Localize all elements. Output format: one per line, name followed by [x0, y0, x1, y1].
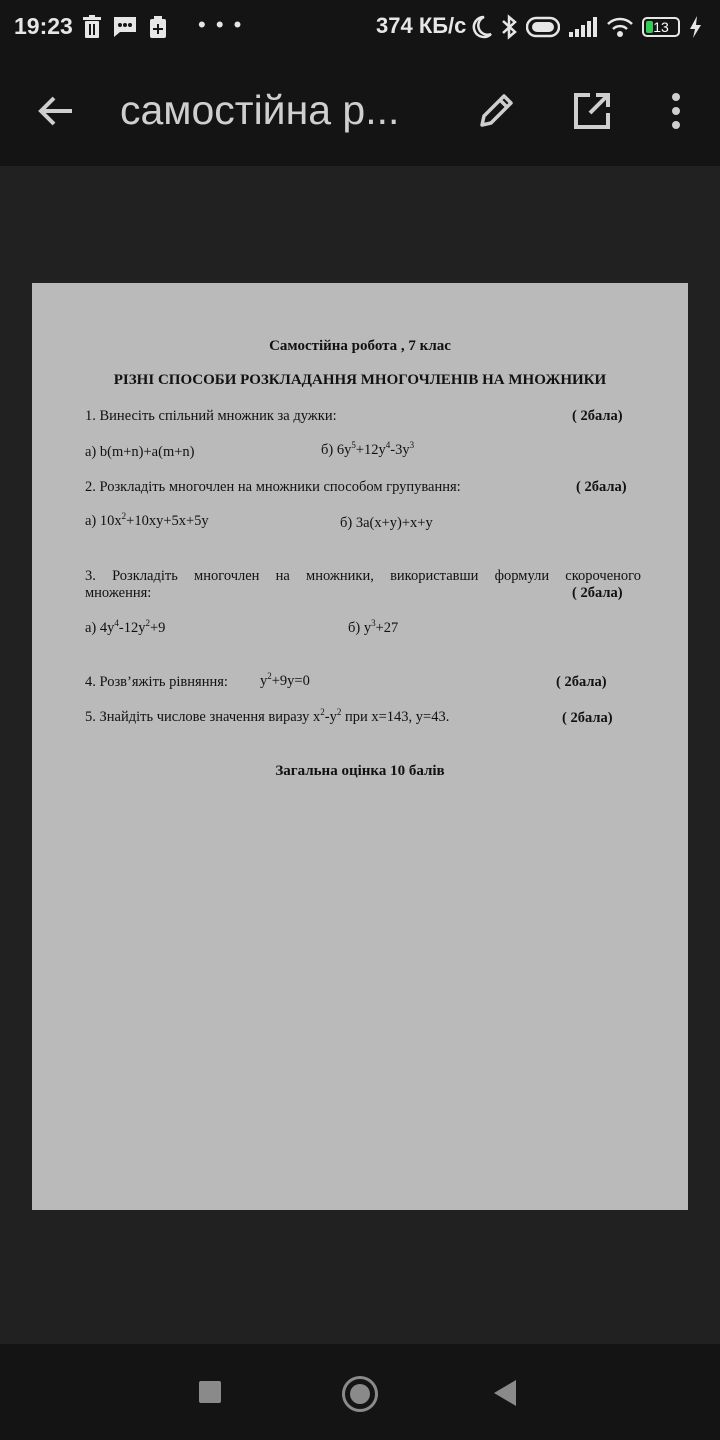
- task-3a: а) $4y^4-12y^2+9$: [85, 618, 166, 636]
- notification-icons: [82, 12, 168, 42]
- total-score: Загальна оцінка 10 балів: [275, 763, 445, 779]
- nav-back-button[interactable]: [494, 1380, 516, 1406]
- system-icons: [470, 12, 702, 42]
- more-vert-icon[interactable]: [656, 89, 696, 133]
- task-2b: б) 3a(x+y)+x+y: [340, 515, 433, 531]
- task-3b: б) $y^3+27$: [348, 618, 399, 636]
- document-title: самостійна р...: [120, 87, 400, 133]
- trash-icon: [82, 15, 102, 39]
- document-viewer[interactable]: [0, 166, 720, 1344]
- task-1a: а) b(m+n)+a(m+n): [85, 444, 195, 460]
- task-2a: а) $10x^2+10xy+5x+5y$: [85, 511, 209, 529]
- home-button[interactable]: [342, 1376, 378, 1412]
- wifi-icon: [606, 16, 634, 38]
- task-4-equation: $y^2+9y=0$: [260, 671, 310, 689]
- toggle-icon: [526, 16, 560, 38]
- battery-level: 13: [653, 19, 669, 35]
- recent-apps-button[interactable]: [199, 1381, 221, 1403]
- back-arrow-icon[interactable]: [34, 89, 78, 133]
- task-1-points: ( 2бала): [572, 408, 623, 424]
- network-speed: 374 КБ/с: [376, 13, 467, 38]
- task-5-text: 5. Знайдіть числове значення виразу $x^2-y^2$ при x=143, y=43.: [85, 707, 450, 725]
- battery-indicator: [642, 17, 680, 37]
- task-2-points: ( 2бала): [576, 479, 627, 495]
- doc-heading: Самостійна робота , 7 клас: [269, 338, 451, 354]
- charging-icon: [688, 15, 702, 39]
- task-5-points: ( 2бала): [562, 710, 613, 726]
- open-external-icon[interactable]: [570, 89, 614, 133]
- task-4-points: ( 2бала): [556, 674, 607, 690]
- task-4-text: 4. Розв’яжіть рівняння:: [85, 674, 228, 690]
- message-icon: [112, 15, 138, 39]
- document-page: [32, 283, 688, 1210]
- navigation-bar: [0, 1344, 720, 1440]
- task-3-points: ( 2бала): [572, 585, 623, 601]
- status-bar: [0, 0, 720, 56]
- status-time: 19:23: [14, 13, 73, 39]
- task-3-text-line2: множення:: [85, 585, 152, 601]
- task-2-text: 2. Розкладіть многочлен на множники способом групування:: [85, 479, 461, 495]
- bluetooth-icon: [500, 14, 518, 40]
- moon-icon: [470, 15, 492, 39]
- more-notifications-dots: • • •: [198, 12, 244, 37]
- signal-icon: [568, 16, 598, 38]
- edit-pencil-icon[interactable]: [474, 89, 518, 133]
- clipboard-plus-icon: [148, 15, 168, 39]
- task-1b: б) $6y^5+12y^4-3y^3$: [321, 440, 415, 458]
- task-3-text-line1: 3. Розкладіть многочлен на множники, використавши формули скороченого: [85, 568, 641, 584]
- task-1-text: 1. Винесіть спільний множник за дужки:: [85, 408, 337, 424]
- doc-topic: РІЗНІ СПОСОБИ РОЗКЛАДАННЯ МНОГОЧЛЕНІВ НА МНОЖНИКИ: [113, 372, 607, 388]
- app-bar: [0, 56, 720, 166]
